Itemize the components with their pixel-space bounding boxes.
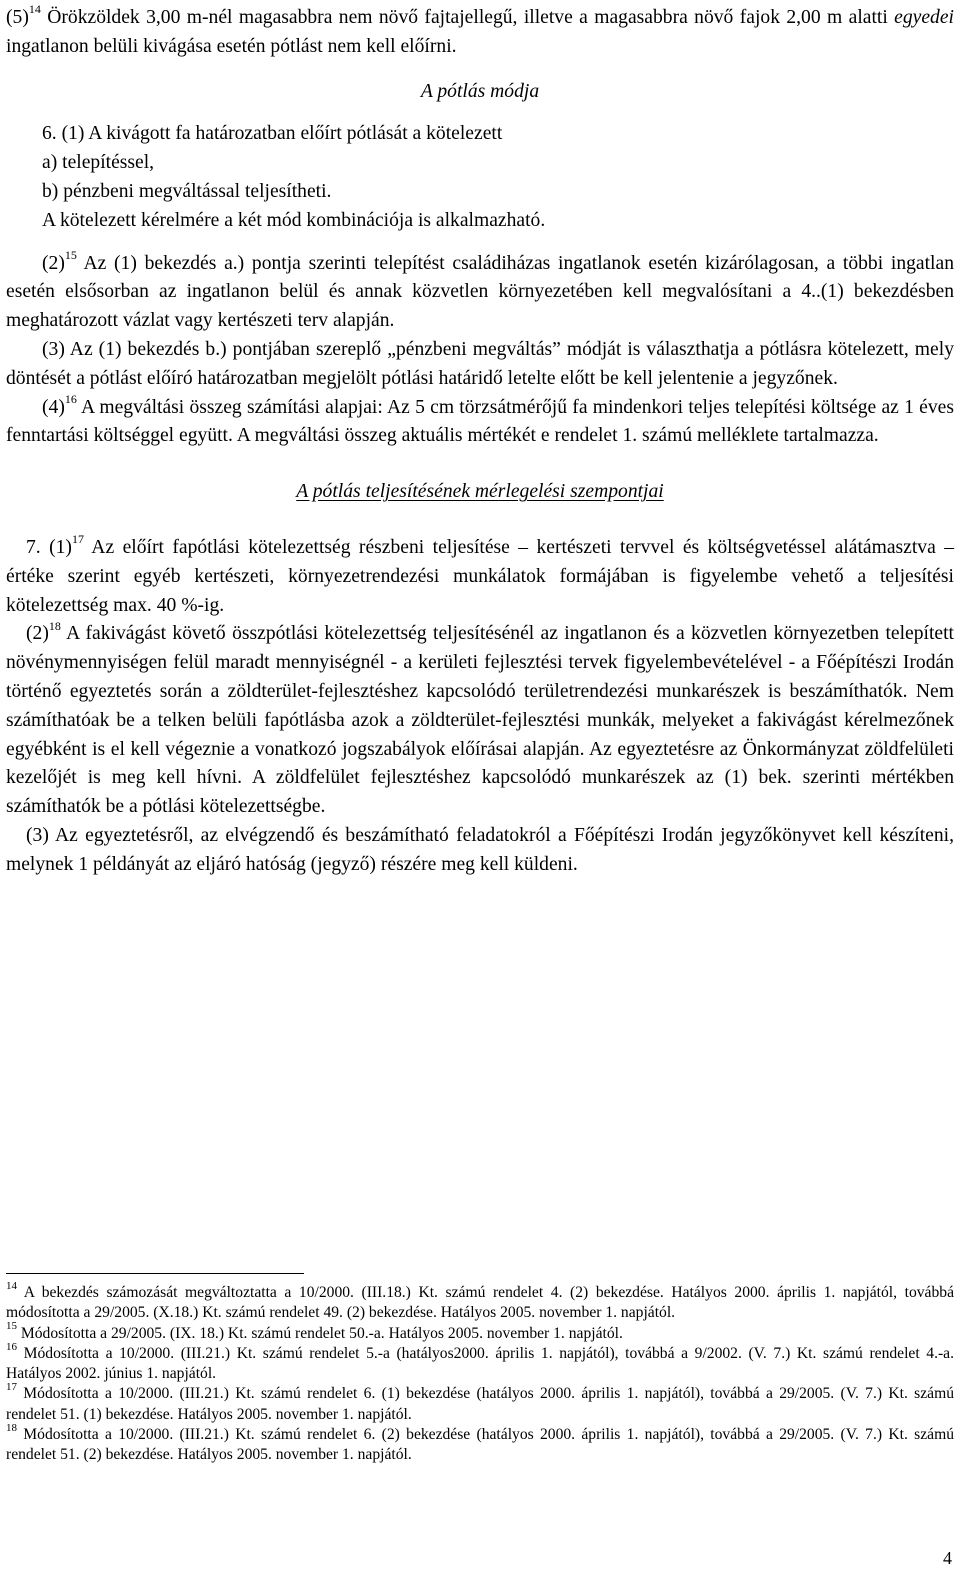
footnote-text: Módosította a 10/2000. (III.21.) Kt. számú rendelet 5.-a (hatályos2000. április 1. napjától), továbbá a 9/2002. (V. 7.) Kt. számú rendelet 4.-a. Hatályos 2002. június 1. napjától. <box>6 1344 954 1383</box>
footnote-16 <box>6 1340 954 1385</box>
paragraph-6-2 <box>6 250 954 336</box>
section-heading-merlegelesi <box>6 478 954 507</box>
paragraph-text: Az (1) bekezdés a.) pontja szerinti telepítést családiházas ingatlanok esetén kizárólagosan, a többi ingatlan esetén elsősorban az ingatlanon belül és annak közvetlen környezetében kell megvalósítani a 4..(1) bekezdésben meghatározott vázlat vagy kertészeti terv alapján. <box>6 252 954 332</box>
footnote-text: Módosította a 10/2000. (III.21.) Kt. számú rendelet 6. (2) bekezdése (hatályos 2000. április 1. napjától), továbbá a 29/2005. (V. 7.) Kt. számú rendelet 51. (2) bekezdése. Hatályos 2005. november 1. napjától. <box>6 1426 954 1464</box>
paragraph-6-4 <box>6 394 954 452</box>
footnotes <box>6 1279 954 1466</box>
footnote-number: 18 <box>6 1421 17 1434</box>
spacer <box>6 236 954 250</box>
paragraph-number: 7. (1) <box>26 536 72 558</box>
paragraph-text: Az előírt fapótlási kötelezettség részbeni teljesítése – kertészeti tervvel és költségvetéssel alátámasztva – értéke szerint egyéb kertészeti, környezetrendezési munkálatok formájában is figyelembe vehető a teljesítési kötelezettség max. 40 %-ig. <box>6 536 954 616</box>
footnote-ref-16[interactable]: 16 <box>64 392 77 407</box>
footnote-text: A bekezdés számozását megváltoztatta a 10/2000. (III.18.) Kt. számú rendelet 4. (2) bekezdése. Hatályos 2000. április 1. napjától, továbbá módosította a 29/2005. (X.18.) Kt. számú rendelet 49. (2) bekezdése. Hatályos 2005. november 1. napjától. <box>6 1284 954 1322</box>
heading-text: A pótlás módja <box>420 80 540 102</box>
footnote-14 <box>6 1279 954 1324</box>
footnote-15 <box>6 1320 954 1344</box>
section-6-line: a) telepítéssel, <box>42 152 155 174</box>
heading-text: A pótlás teljesítésének mérlegelési szempontjai <box>296 481 664 503</box>
paragraph-number: (5) <box>6 7 29 28</box>
spacer <box>6 451 954 478</box>
paragraph-5 <box>6 4 954 62</box>
footnote-ref-18[interactable]: 18 <box>48 618 61 633</box>
page-number: 4 <box>943 1548 952 1568</box>
paragraph-text: A megváltási összeg számítási alapjai: Az 5 cm törzsátmérőjű fa mindenkori teljes telepítési költsége az 1 éves fenntartási költséggel együtt. A megváltási összeg aktuális mértékét e rendelet 1. számú melléklete tartalmazza. <box>6 396 954 447</box>
emphasis-text: egyedei <box>894 7 954 28</box>
footnote-ref-14[interactable]: 14 <box>28 2 41 17</box>
spacer <box>6 507 954 534</box>
footnote-number: 15 <box>6 1320 17 1333</box>
footnote-17 <box>6 1381 954 1425</box>
section-6-line: b) pénzbeni megváltással teljesítheti. <box>42 180 332 202</box>
footnote-text: Módosította a 29/2005. (IX. 18.) Kt. számú rendelet 50.-a. Hatályos 2005. november 1. napjától. <box>17 1324 623 1342</box>
section-6-list <box>6 120 954 235</box>
footnote-18 <box>6 1421 954 1466</box>
footnote-number: 14 <box>6 1279 17 1292</box>
section-heading-potlas-modja <box>6 78 954 107</box>
paragraph-7-3: (3) Az egyeztetésről, az elvégzendő és beszámítható feladatokról a Főépítészi Irodán jegyzőkönyvet kell készíteni, melynek 1 példányát az eljáró hatóság (jegyző) részére meg kell küldeni. <box>6 824 954 875</box>
paragraph-number: (4) <box>42 396 65 418</box>
section-6-line: 6. (1) A kivágott fa határozatban előírt pótlását a kötelezett <box>42 123 503 145</box>
footnote-ref-15[interactable]: 15 <box>64 248 77 263</box>
footnote-number: 17 <box>6 1381 17 1394</box>
footnote-separator <box>6 1273 304 1274</box>
paragraph-7-1 <box>6 534 954 620</box>
paragraph-number: (2) <box>42 252 65 274</box>
paragraph-6-3: (3) Az (1) bekezdés b.) pontjában szereplő „pénzbeni megváltás” módját is választhatja a pótlásra kötelezett, mely döntését a pótlást előíró határozatban megjelölt pótlási határidő letelte előtt be kell jelentenie a jegyzőnek. <box>6 338 954 389</box>
footnote-text: Módosította a 10/2000. (III.21.) Kt. számú rendelet 6. (1) bekezdése (hatályos 2000. április 1. napjától), továbbá a 29/2005. (V. 7.) Kt. számú rendelet 51. (1) bekezdése. Hatályos 2005. november 1. napjától. <box>6 1385 954 1423</box>
footnote-number: 16 <box>6 1340 17 1353</box>
paragraph-7-2 <box>6 620 954 822</box>
section-6-line: A kötelezett kérelmére a két mód kombinációja is alkalmazható. <box>42 209 546 231</box>
footnote-ref-17[interactable]: 17 <box>71 532 84 547</box>
paragraph-text: ingatlanon belüli kivágása esetén pótlást nem kell előírni. <box>6 35 457 57</box>
paragraph-text: Örökzöldek 3,00 m-nél magasabbra nem növő fajtajellegű, illetve a magasabbra növő fajok 2,00 m alatti <box>40 7 895 28</box>
paragraph-number: (2) <box>26 623 49 645</box>
document-body <box>6 4 954 880</box>
paragraph-text: A fakivágást követő összpótlási kötelezettség teljesítésénél az ingatlanon és a közvetlen környezetben telepített növénymennyiségen felül maradt mennyiségnél - a kerületi fejlesztési tervek figyelembevételével - a Főépítészi Irodán történő egyeztetés során a zöldterület-fejlesztéshez kapcsolódó területrendezési munkarészek is beszámíthatók. Nem számíthatóak be a telken belüli fapótlásba azok a zöldterület-fejlesztési munkák, melyeket a fakivágást kérelmezőnek egyébként is el kell végeznie a vonatkozó jogszabályok előírásai alapján. Az egyeztetésre az Önkormányzat zöldfelületi kezelőjét is meg kell hívni. A zöldfelület fejlesztéshez kapcsolódó munkarészek az (1) bek. szerinti mértékben számíthatók be a pótlási kötelezettségbe. <box>6 623 954 818</box>
